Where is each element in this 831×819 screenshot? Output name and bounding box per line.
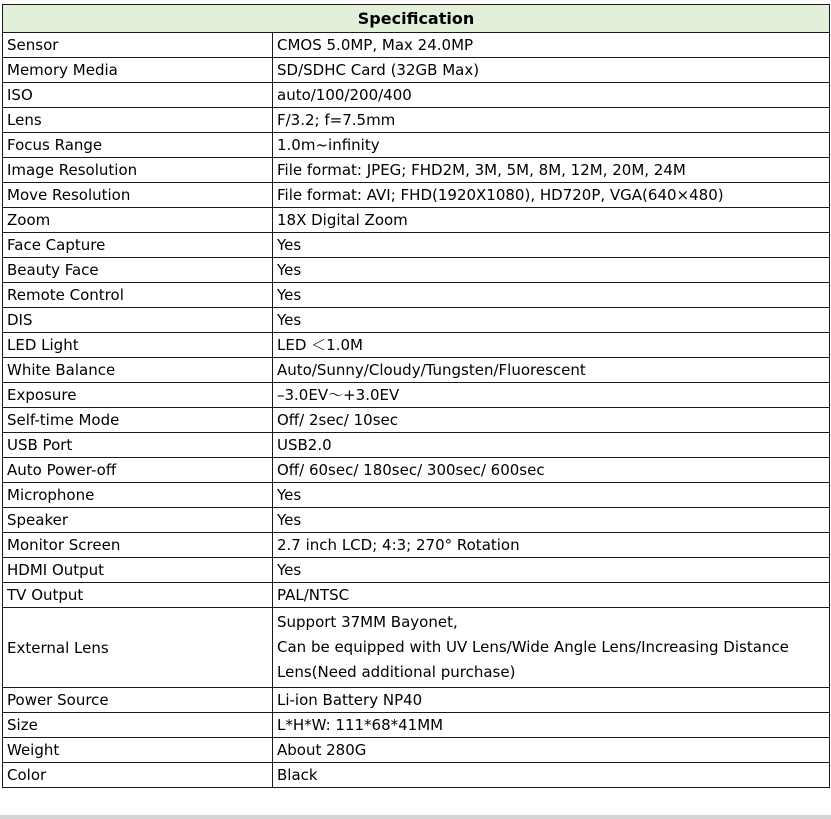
table-row <box>3 738 830 763</box>
external-lens-line: Can be equipped with UV Lens/Wide Angle Lens/Increasing Distance <box>277 638 789 656</box>
spec-value-cell[interactable]: Black <box>273 763 830 788</box>
spec-label-cell[interactable]: Move Resolution <box>3 183 273 208</box>
spec-label-cell[interactable]: Focus Range <box>3 133 273 158</box>
spec-label-cell[interactable]: Lens <box>3 108 273 133</box>
table-row <box>3 83 830 108</box>
spec-value-cell[interactable]: 2.7 inch LCD; 4:3; 270° Rotation <box>273 533 830 558</box>
bottom-edge <box>0 815 831 819</box>
table-row <box>3 583 830 608</box>
spec-label-cell[interactable]: Memory Media <box>3 58 273 83</box>
spec-label-cell[interactable]: Auto Power-off <box>3 458 273 483</box>
spec-label-cell[interactable]: Image Resolution <box>3 158 273 183</box>
spec-value-cell[interactable]: 18X Digital Zoom <box>273 208 830 233</box>
spec-value-cell[interactable]: Yes <box>273 233 830 258</box>
spec-value-cell[interactable]: File format: AVI; FHD(1920X1080), HD720P, VGA(640×480) <box>273 183 830 208</box>
table-row <box>3 158 830 183</box>
spec-value-cell[interactable]: Yes <box>273 283 830 308</box>
spec-value-cell[interactable]: PAL/NTSC <box>273 583 830 608</box>
spec-label-cell[interactable]: DIS <box>3 308 273 333</box>
spec-label-cell[interactable]: Self-time Mode <box>3 408 273 433</box>
table-row <box>3 258 830 283</box>
spec-label-cell[interactable]: ISO <box>3 83 273 108</box>
header-row <box>3 5 830 33</box>
specification-table-body <box>3 5 830 788</box>
table-row <box>3 713 830 738</box>
table-row <box>3 458 830 483</box>
spec-label-cell[interactable]: USB Port <box>3 433 273 458</box>
table-row <box>3 763 830 788</box>
spec-label-cell[interactable]: Beauty Face <box>3 258 273 283</box>
spec-label-cell[interactable]: HDMI Output <box>3 558 273 583</box>
spec-value-cell[interactable]: SD/SDHC Card (32GB Max) <box>273 58 830 83</box>
table-row <box>3 408 830 433</box>
spec-label-cell[interactable]: Color <box>3 763 273 788</box>
table-row <box>3 433 830 458</box>
external-lens-line: Lens(Need additional purchase) <box>277 663 516 681</box>
spec-value-cell[interactable]: Yes <box>273 508 830 533</box>
spec-value-cell[interactable]: Off/ 2sec/ 10sec <box>273 408 830 433</box>
spec-label-cell[interactable]: Monitor Screen <box>3 533 273 558</box>
spec-label-cell[interactable]: Power Source <box>3 688 273 713</box>
spec-label-cell[interactable]: Zoom <box>3 208 273 233</box>
spec-value-cell[interactable]: 1.0m~infinity <box>273 133 830 158</box>
table-row <box>3 133 830 158</box>
spec-value-cell[interactable]: Yes <box>273 558 830 583</box>
spec-label-cell[interactable]: External Lens <box>3 608 273 688</box>
table-row <box>3 183 830 208</box>
table-row <box>3 233 830 258</box>
spec-value-cell[interactable]: –3.0EV～+3.0EV <box>273 383 830 408</box>
spec-value-cell[interactable]: File format: JPEG; FHD2M, 3M, 5M, 8M, 12M, 20M, 24M <box>273 158 830 183</box>
spec-value-cell[interactable]: LED ＜1.0M <box>273 333 830 358</box>
table-row <box>3 308 830 333</box>
table-row <box>3 33 830 58</box>
spec-value-cell[interactable]: CMOS 5.0MP, Max 24.0MP <box>273 33 830 58</box>
spec-value-cell[interactable]: auto/100/200/400 <box>273 83 830 108</box>
table-row <box>3 283 830 308</box>
table-row <box>3 688 830 713</box>
spec-value-cell[interactable]: Yes <box>273 258 830 283</box>
specification-table <box>2 4 830 788</box>
spec-value-cell[interactable]: Yes <box>273 483 830 508</box>
table-row <box>3 208 830 233</box>
spec-label-cell[interactable]: White Balance <box>3 358 273 383</box>
spec-value-cell[interactable]: Off/ 60sec/ 180sec/ 300sec/ 600sec <box>273 458 830 483</box>
spec-value-cell[interactable]: About 280G <box>273 738 830 763</box>
spec-value-cell[interactable]: Yes <box>273 308 830 333</box>
spec-label-cell[interactable]: Sensor <box>3 33 273 58</box>
table-row <box>3 383 830 408</box>
external-lens-line: Support 37MM Bayonet, <box>277 613 458 631</box>
table-row-external-lens <box>3 608 830 688</box>
spec-label-cell[interactable]: Remote Control <box>3 283 273 308</box>
table-row <box>3 333 830 358</box>
table-row <box>3 358 830 383</box>
spec-label-cell[interactable]: Face Capture <box>3 233 273 258</box>
spec-label-cell[interactable]: TV Output <box>3 583 273 608</box>
table-row <box>3 508 830 533</box>
spec-label-cell[interactable]: Microphone <box>3 483 273 508</box>
table-row <box>3 58 830 83</box>
spec-value-cell[interactable] <box>273 608 830 688</box>
spec-value-cell[interactable]: Auto/Sunny/Cloudy/Tungsten/Fluorescent <box>273 358 830 383</box>
table-row <box>3 483 830 508</box>
spec-label-cell[interactable]: Exposure <box>3 383 273 408</box>
spec-value-cell[interactable]: Li-ion Battery NP40 <box>273 688 830 713</box>
spec-label-cell[interactable]: Speaker <box>3 508 273 533</box>
spec-value-cell[interactable]: L*H*W: 111*68*41MM <box>273 713 830 738</box>
table-row <box>3 108 830 133</box>
table-row <box>3 533 830 558</box>
spec-label-cell[interactable]: Size <box>3 713 273 738</box>
spec-value-cell[interactable]: USB2.0 <box>273 433 830 458</box>
table-row <box>3 558 830 583</box>
spec-label-cell[interactable]: Weight <box>3 738 273 763</box>
spec-value-cell[interactable]: F/3.2; f=7.5mm <box>273 108 830 133</box>
table-title[interactable]: Specification <box>3 5 830 33</box>
spec-label-cell[interactable]: LED Light <box>3 333 273 358</box>
